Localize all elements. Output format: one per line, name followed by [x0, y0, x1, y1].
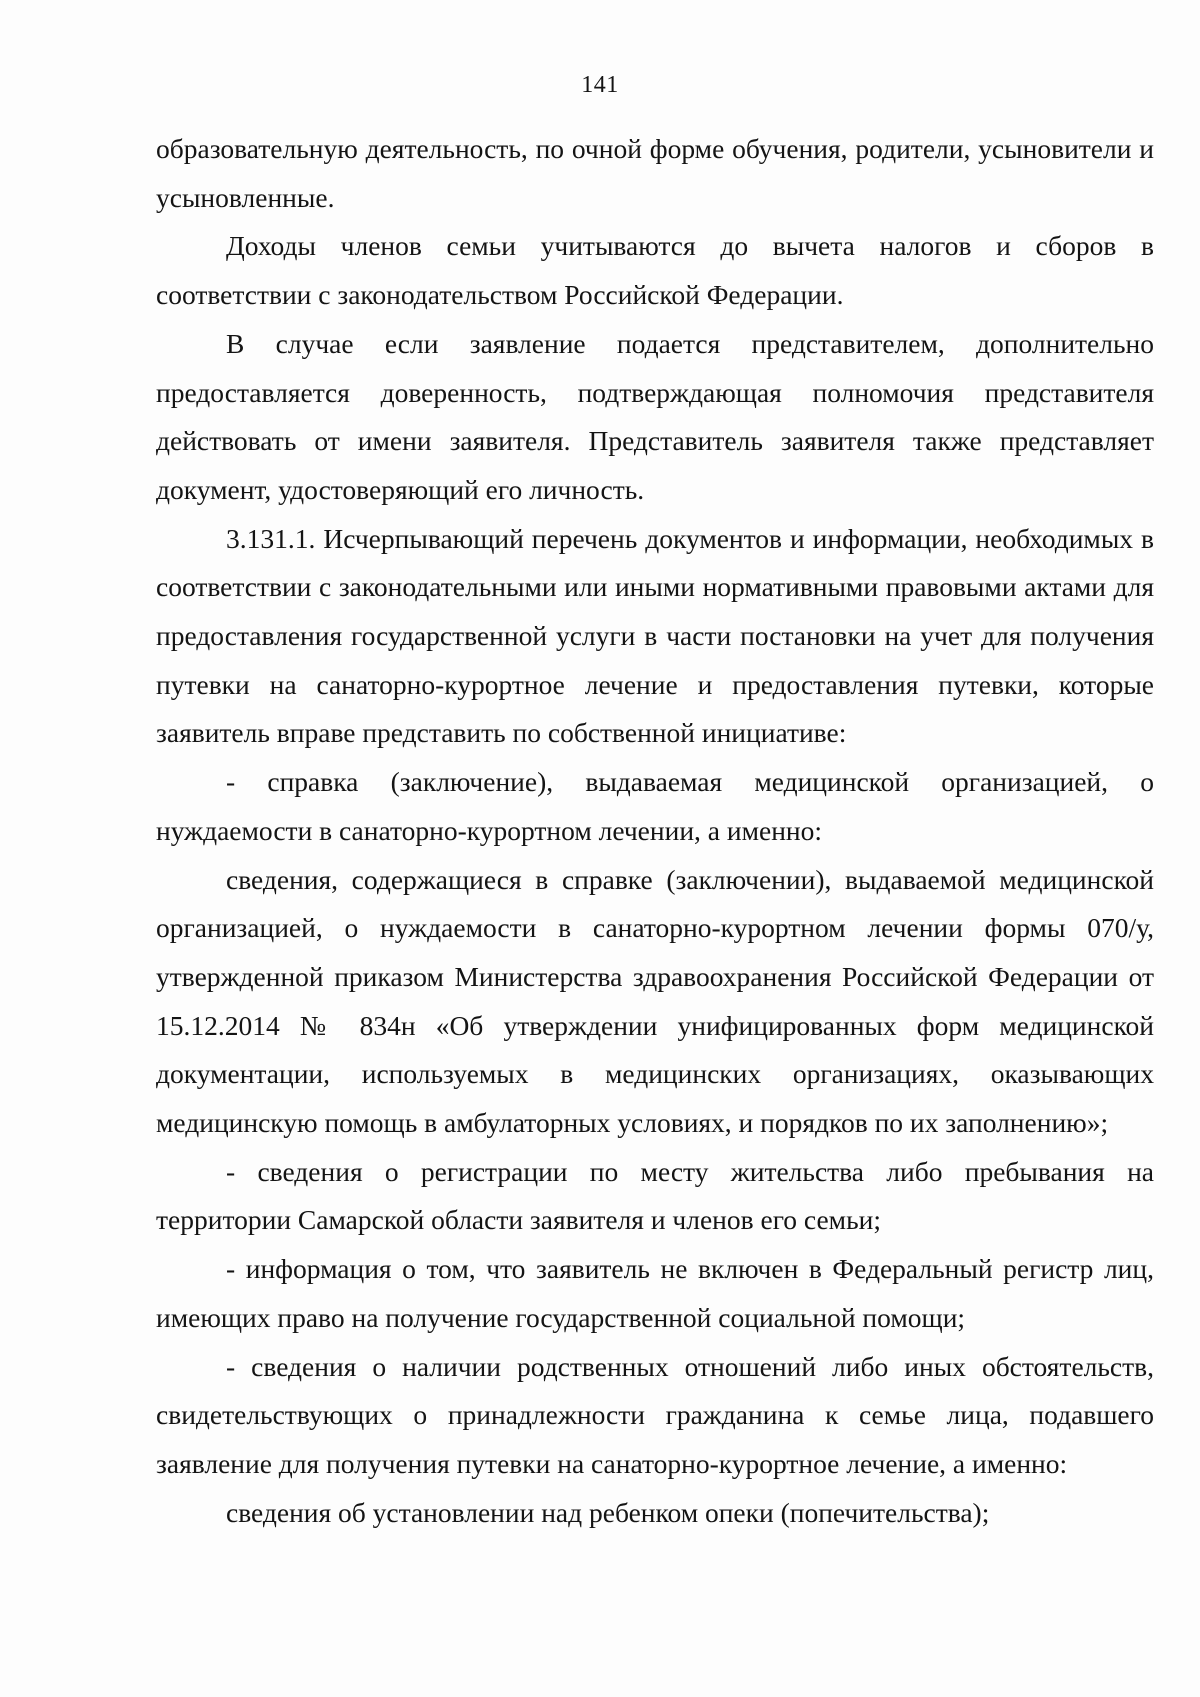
paragraph-clause-3-131-1: 3.131.1. Исчерпывающий перечень документов и информации, необходимых в соответствии с законодательными или иными нормативными правовыми актами для предоставления государственной услуги в части постановки на учет для получения путевки на санаторно-курортное лечение и предоставления путевки, которые заявитель вправе представить по собственной инициативе: — [156, 522, 1154, 749]
paragraph-representative: В случае если заявление подается представителем, дополнительно предоставляется доверенность, подтверждающая полномочия представителя действовать от имени заявителя. Представитель заявителя также представляет документ, удостоверяющий его личность. — [156, 327, 1154, 505]
paragraph-income: Доходы членов семьи учитываются до вычета налогов и сборов в соответствии с законодательством Российской Федерации. — [156, 230, 1154, 311]
document-body — [156, 125, 1154, 1537]
list-item-federal-register: - информация о том, что заявитель не включен в Федеральный регистр лиц, имеющих право на получение государственной социальной помощи; — [156, 1253, 1154, 1333]
list-item-medical-certificate: - справка (заключение), выдаваемая медицинской организацией, о нуждаемости в санаторно-курортном лечении, а именно: — [156, 766, 1154, 846]
paragraph-guardianship: сведения об установлении над ребенком опеки (попечительства); — [226, 1496, 990, 1528]
list-item-family-relations: - сведения о наличии родственных отношений либо иных обстоятельств, свидетельствующих о принадлежности гражданина к семье лица, подавшего заявление для получения путевки на санаторно-курортное лечение, а именно: — [156, 1350, 1154, 1479]
paragraph-continuation: образовательную деятельность, по очной форме обучения, родители, усыновители и усыновленные. — [156, 133, 1154, 213]
page-number: 141 — [581, 72, 619, 98]
paragraph-certificate-details: сведения, содержащиеся в справке (заключении), выдаваемой медицинской организацией, о нуждаемости в санаторно-курортном лечении формы 070/у, утвержденной приказом Министерства здравоохранения Российской Федерации от 15.12.2014 № 834н «Об утверждении унифицированных форм медицинской документации, используемых в медицинских организациях, оказывающих медицинскую помощь в амбулаторных условиях, и порядков по их заполнению»; — [156, 863, 1154, 1139]
list-item-registration: - сведения о регистрации по месту жительства либо пребывания на территории Самарской области заявителя и членов его семьи; — [156, 1155, 1154, 1236]
